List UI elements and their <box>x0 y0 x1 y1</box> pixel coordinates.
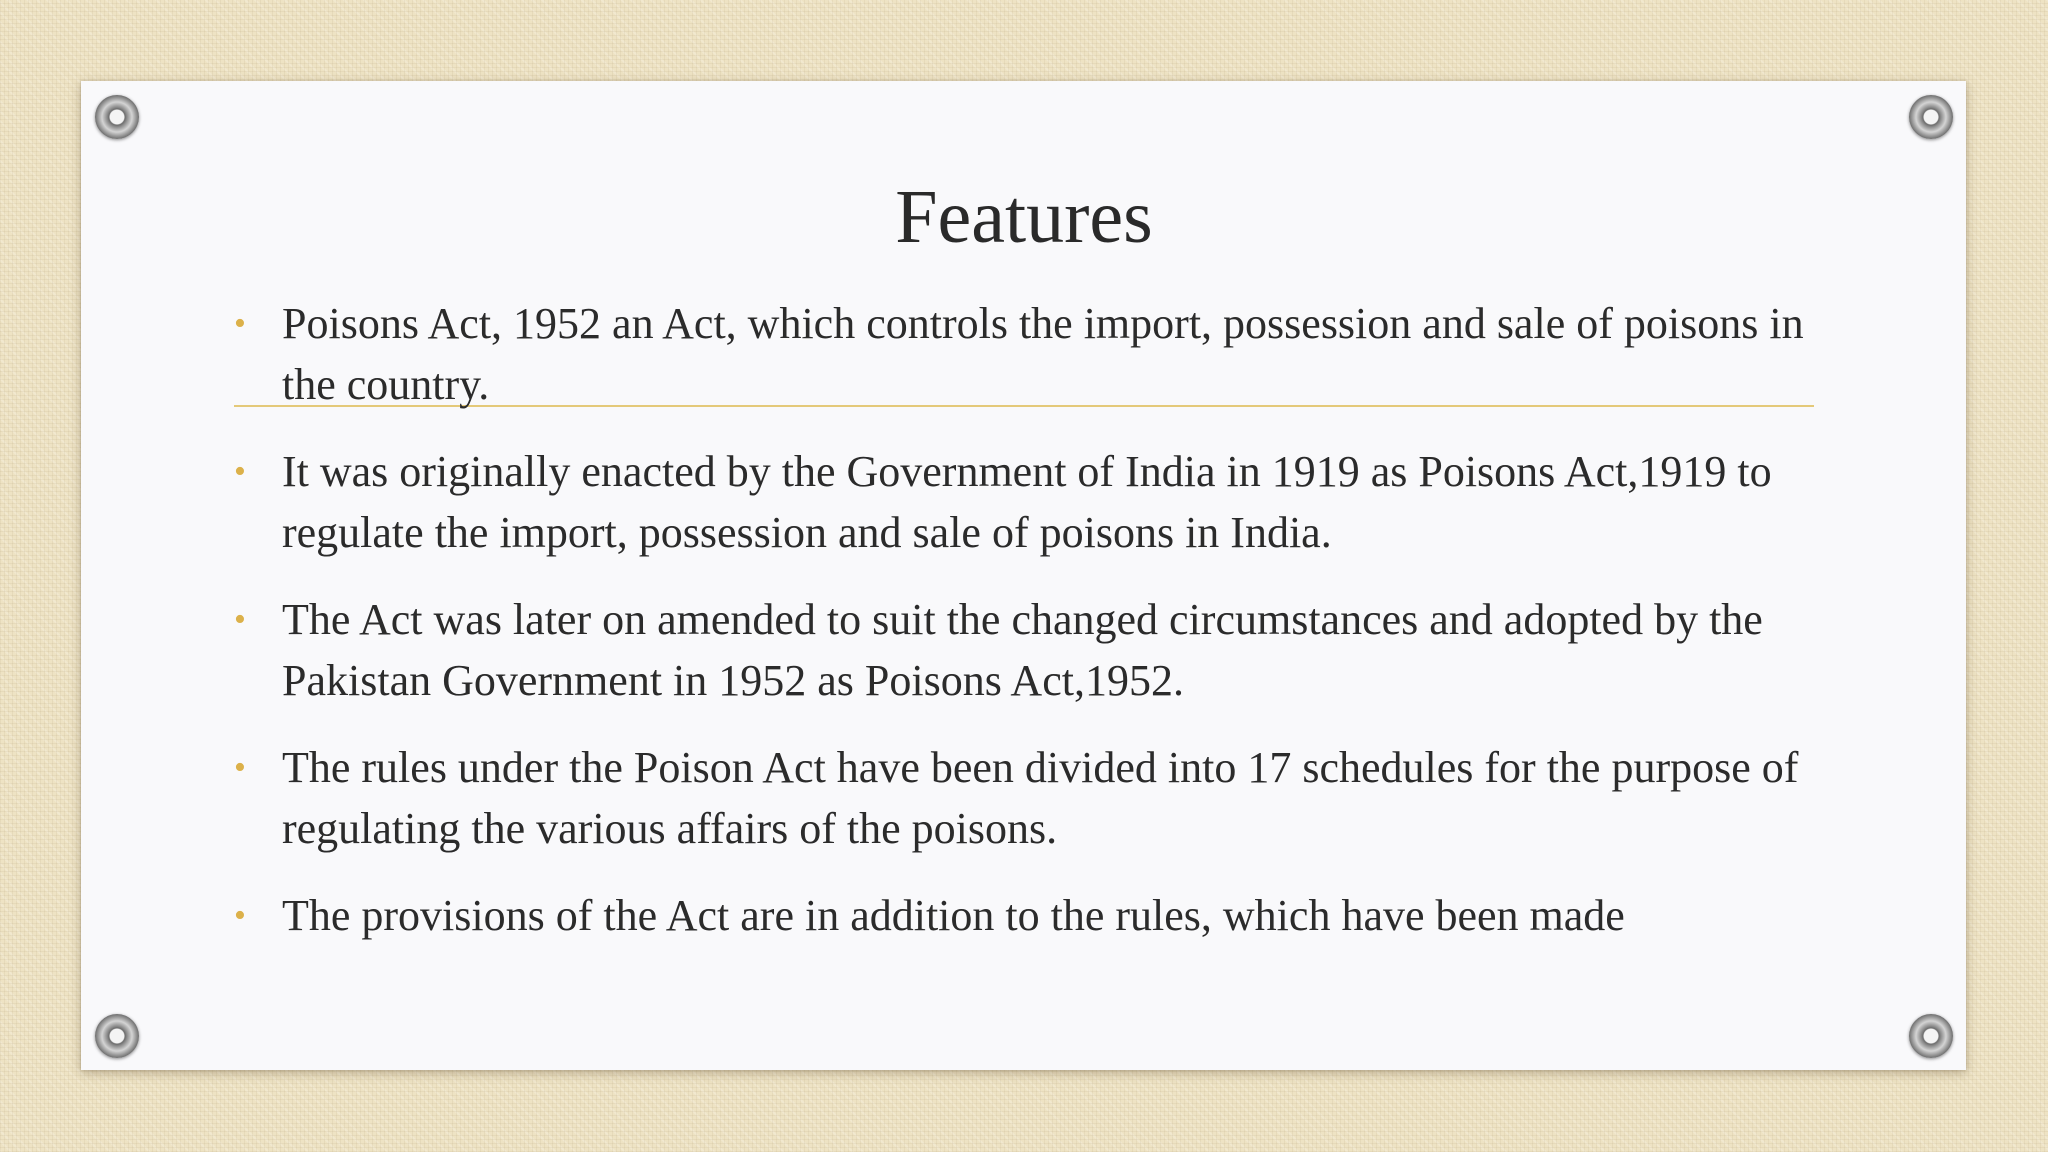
slide-title: Features <box>895 175 1153 259</box>
rivet-icon <box>95 1014 139 1058</box>
bullet-dot-icon: • <box>234 453 246 490</box>
bullet-item <box>234 737 1834 859</box>
bullet-dot-icon: • <box>234 601 246 638</box>
rivet-icon <box>1909 95 1953 139</box>
bullet-item <box>234 885 1834 946</box>
bullet-dot-icon: • <box>234 305 246 342</box>
bullet-dot-icon: • <box>234 897 246 934</box>
bullet-text: It was originally enacted by the Government of India in 1919 as Poisons Act,1919 to regulate the import, possession and sale of poisons in India. <box>282 447 1772 557</box>
bullet-text: The Act was later on amended to suit the changed circumstances and adopted by the Pakistan Government in 1952 as Poisons Act,1952. <box>282 595 1763 705</box>
rivet-icon <box>1909 1014 1953 1058</box>
rivet-icon <box>95 95 139 139</box>
bullet-item <box>234 441 1834 563</box>
bullet-text: The rules under the Poison Act have been divided into 17 schedules for the purpose of regulating the various affairs of the poisons. <box>282 743 1799 853</box>
bullet-item <box>234 589 1834 711</box>
bullet-dot-icon: • <box>234 749 246 786</box>
bullet-text: Poisons Act, 1952 an Act, which controls the import, possession and sale of poisons in the country. <box>282 299 1804 409</box>
bullet-text: The provisions of the Act are in addition to the rules, which have been made <box>282 891 1625 940</box>
bullet-item <box>234 293 1834 415</box>
